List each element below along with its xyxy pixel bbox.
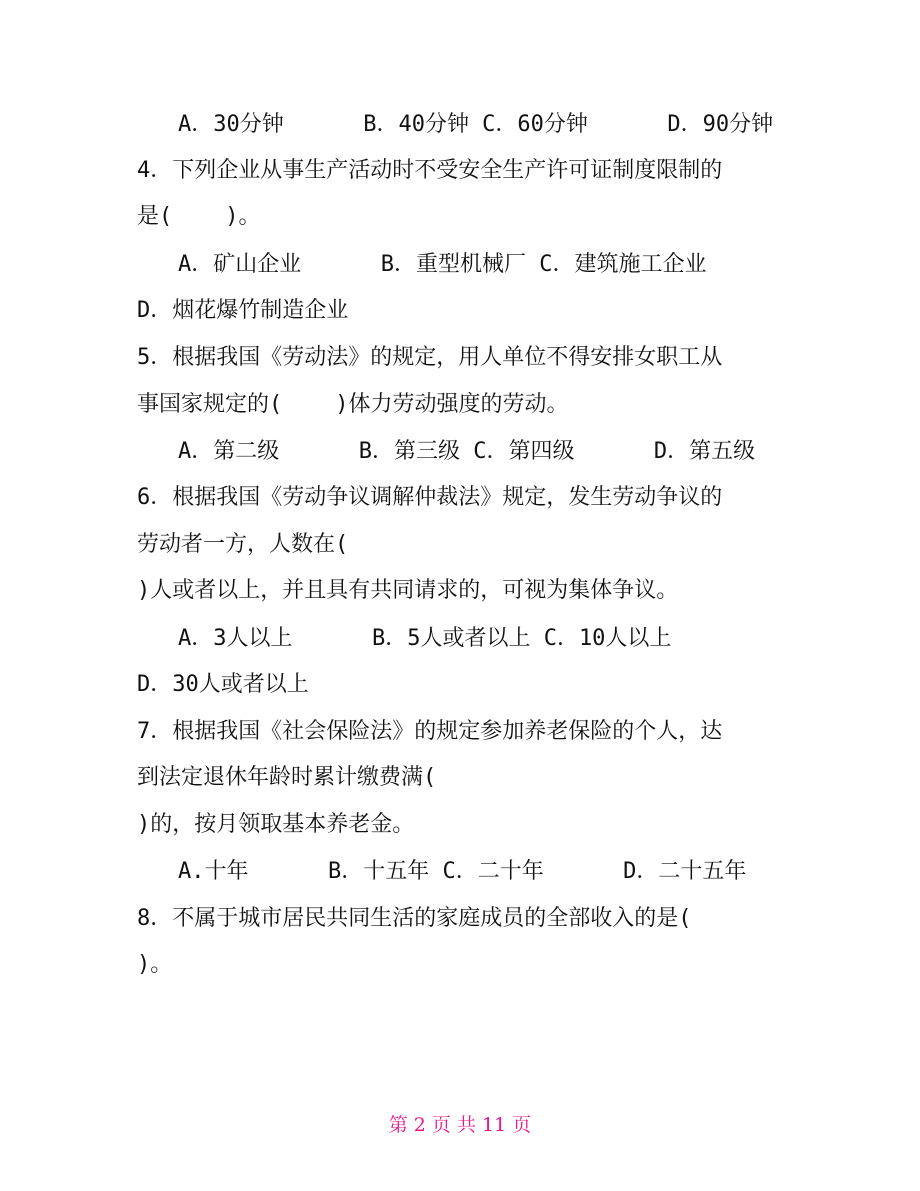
q4-options-line-2: D．烟花爆竹制造企业 (137, 298, 349, 323)
page-number-footer: 第 2 页 共 11 页 (388, 1114, 532, 1136)
q7-question-line-3: )的，按月领取基本养老金。 (137, 812, 415, 837)
q6-options-line-1: A．3人以上 B．5人或者以上 C．10人以上 (178, 626, 672, 651)
q4-question-line-2: 是( )。 (137, 204, 261, 229)
q8-question-line-2: )。 (137, 952, 173, 977)
q4-question-line-1: 4．下列企业从事生产活动时不受安全生产许可证制度限制的 (137, 158, 723, 183)
q6-options-line-2: D．30人或者以上 (137, 672, 309, 697)
q5-options-line: A．第二级 B．第三级 C．第四级 D．第五级 (178, 439, 756, 464)
q7-options-line: A.十年 B．十五年 C．二十年 D．二十五年 (178, 859, 747, 884)
q4-options-line-1: A．矿山企业 B．重型机械厂 C．建筑施工企业 (178, 252, 707, 277)
q6-question-line-3: )人或者以上，并且具有共同请求的，可视为集体争议。 (137, 578, 679, 603)
q6-question-line-2: 劳动者一方，人数在( (137, 532, 349, 557)
q8-question-line-1: 8．不属于城市居民共同生活的家庭成员的全部收入的是( (137, 906, 692, 931)
q5-question-line-2: 事国家规定的( )体力劳动强度的劳动。 (137, 392, 569, 417)
q6-question-line-1: 6．根据我国《劳动争议调解仲裁法》规定，发生劳动争议的 (137, 485, 723, 510)
q5-question-line-1: 5．根据我国《劳动法》的规定，用人单位不得安排女职工从 (137, 345, 723, 370)
q3-options-line: A．30分钟 B．40分钟 C．60分钟 D．90分钟 (178, 112, 774, 137)
q7-question-line-2: 到法定退休年龄时累计缴费满( (137, 765, 437, 790)
q7-question-line-1: 7．根据我国《社会保险法》的规定参加养老保险的个人，达 (137, 719, 723, 744)
